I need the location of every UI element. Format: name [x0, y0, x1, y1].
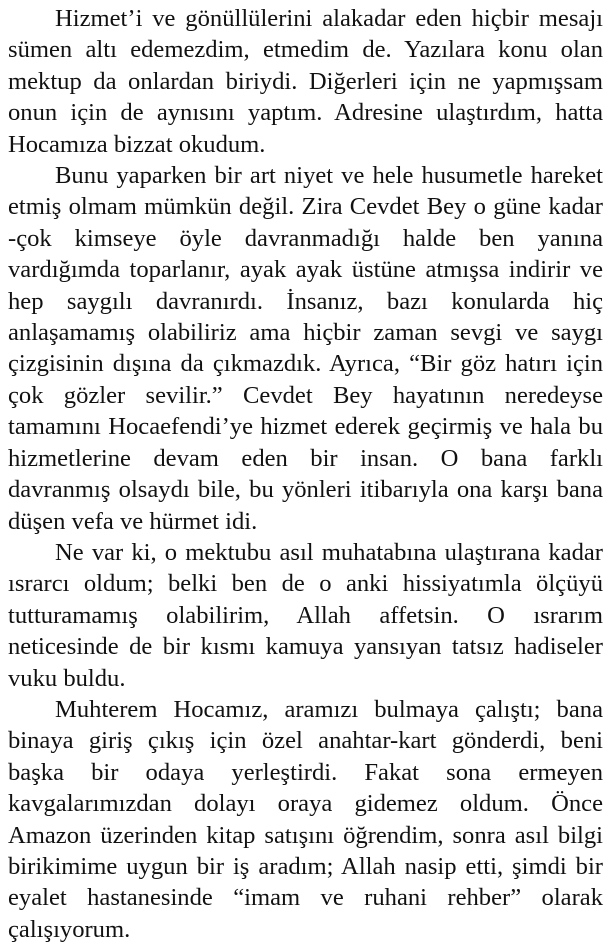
- text-line: davranmış olsaydı bile, bu yönleri itibarıyla ona karşı bana: [8, 476, 603, 504]
- text-line: hizmetlerine devam eden bir insan. O bana farklı: [8, 444, 603, 472]
- text-line: Muhterem Hocamız, aramızı bulmaya çalıştı; bana: [55, 695, 603, 723]
- text-line: birikimime uygun bir iş aradım; Allah nasip etti, şimdi bir: [8, 852, 603, 880]
- text-line: mektup da onlardan biriydi. Diğerleri için ne yapmışsam: [8, 67, 603, 95]
- text-line: çok gözler sevilir.” Cevdet Bey hayatının neredeyse: [8, 381, 603, 409]
- text-line: tamamını Hocaefendi’ye hizmet ederek geçirmiş ve hala bu: [8, 413, 603, 441]
- paragraph-3: [8, 537, 603, 694]
- text-line: vardığımda toparlanır, ayak ayak üstüne atmışsa indirir ve: [8, 256, 603, 284]
- document-page: [8, 3, 603, 945]
- text-line: Amazon üzerinden kitap satışını öğrendim, sonra asıl bilgi: [8, 821, 603, 849]
- text-line: vuku buldu.: [8, 664, 126, 692]
- text-line: onun için de aynısını yaptım. Adresine ulaştırdım, hatta: [8, 99, 603, 127]
- text-line: tutturamamış olabilirim, Allah affetsin. O ısrarım: [8, 601, 603, 629]
- text-line: hep saygılı davranırdı. İnsanız, bazı konularda hiç: [8, 287, 603, 315]
- paragraph-2: [8, 160, 603, 537]
- text-line: neticesinde de bir kısmı kamuya yansıyan tatsız hadiseler: [8, 633, 603, 661]
- text-line: Ne var ki, o mektubu asıl muhatabına ulaştırana kadar: [55, 538, 603, 566]
- text-line: çalışıyorum.: [8, 915, 131, 943]
- text-line: kavgalarımızdan dolayı oraya gidemez oldum. Önce: [8, 790, 603, 818]
- text-line: etmiş olmam mümkün değil. Zira Cevdet Bey o güne kadar: [8, 193, 603, 221]
- text-line: anlaşamamış olabiliriz ama hiçbir zaman sevgi ve saygı: [8, 319, 603, 347]
- text-line: ısrarcı oldum; belki ben de o anki hissiyatımla ölçüyü: [8, 570, 603, 598]
- text-line: binaya giriş çıkış için özel anahtar-kart gönderdi, beni: [8, 727, 603, 755]
- text-line: çizgisinin dışına da çıkmazdık. Ayrıca, “Bir göz hatırı için: [8, 350, 603, 378]
- text-line: Hizmet’i ve gönüllülerini alakadar eden hiçbir mesajı: [55, 5, 603, 32]
- text-line: düşen vefa ve hürmet idi.: [8, 507, 258, 535]
- paragraph-1: [8, 3, 603, 160]
- paragraph-4: [8, 694, 603, 945]
- text-line: -çok kimseye öyle davranmadığı halde ben yanına: [8, 224, 603, 252]
- text-line: eyalet hastanesinde “imam ve ruhani rehber” olarak: [8, 884, 603, 912]
- text-line: başka bir odaya yerleştirdi. Fakat sona ermeyen: [8, 758, 603, 786]
- text-line: Bunu yaparken bir art niyet ve hele husumetle hareket: [55, 162, 603, 190]
- text-line: sümen altı edemezdim, etmedim de. Yazılara konu olan: [8, 36, 603, 64]
- text-line: Hocamıza bizzat okudum.: [8, 130, 266, 158]
